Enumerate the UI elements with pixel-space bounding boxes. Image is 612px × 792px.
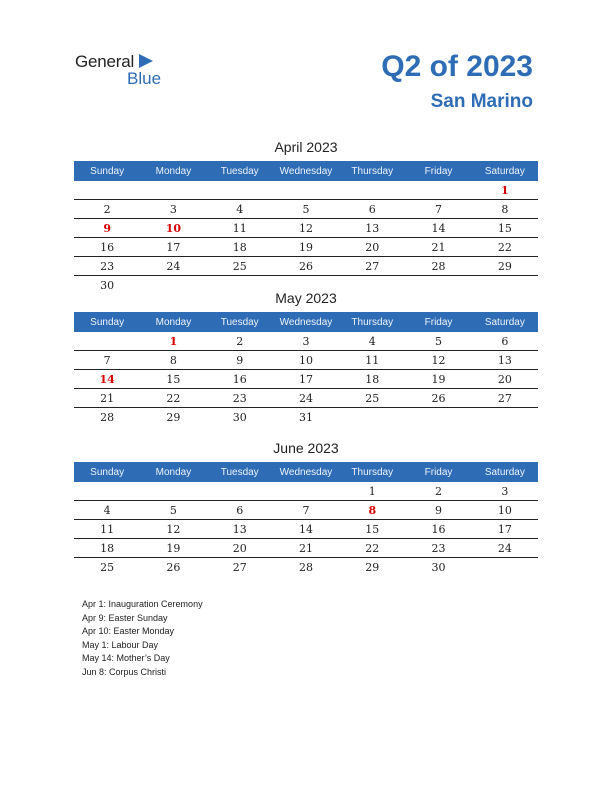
day-cell: 5 — [302, 202, 310, 216]
day-cell: 23 — [431, 541, 446, 555]
week-row — [74, 408, 538, 426]
day-cell: 18 — [100, 541, 115, 555]
day-cell: 9 — [435, 503, 443, 517]
day-cell: 23 — [100, 259, 115, 273]
day-cell: 28 — [431, 259, 446, 273]
logo-general-text: General — [75, 52, 135, 71]
week-row — [74, 482, 538, 501]
day-cell: 12 — [166, 522, 181, 536]
month-title: May 2023 — [275, 290, 337, 306]
day-cell: 16 — [232, 372, 247, 386]
day-cell: 22 — [497, 240, 512, 254]
month-june — [74, 438, 538, 576]
day-cell: 3 — [169, 202, 177, 216]
day-cell: 21 — [100, 391, 115, 405]
month-title: April 2023 — [274, 139, 338, 155]
weekday-label: Friday — [424, 316, 453, 328]
day-cell: 8 — [169, 353, 177, 367]
day-cell: 30 — [100, 278, 115, 292]
day-cell: 6 — [368, 202, 376, 216]
weekday-label: Tuesday — [220, 316, 259, 328]
weekday-label: Monday — [155, 466, 192, 478]
weekday-label: Wednesday — [279, 316, 333, 328]
day-cell: 24 — [497, 541, 512, 555]
weekday-label: Sunday — [90, 165, 125, 177]
day-cell: 11 — [232, 221, 247, 235]
weekday-label: Wednesday — [279, 466, 333, 478]
day-cell: 11 — [365, 353, 380, 367]
weekday-label: Friday — [424, 466, 453, 478]
day-cell: 4 — [368, 334, 376, 348]
day-cell: 10 — [298, 353, 313, 367]
day-cell: 22 — [166, 391, 181, 405]
day-cell: 20 — [497, 372, 512, 386]
day-cell: 1 — [501, 183, 509, 197]
month-weeks — [74, 181, 538, 294]
day-cell: 24 — [298, 391, 313, 405]
day-cell: 15 — [166, 372, 181, 386]
day-cell: 13 — [497, 353, 512, 367]
day-cell: 14 — [99, 372, 115, 386]
day-cell: 3 — [302, 334, 310, 348]
day-cell: 21 — [431, 240, 446, 254]
day-cell: 19 — [298, 240, 313, 254]
day-cell: 26 — [166, 560, 181, 574]
week-row — [74, 539, 538, 558]
day-cell: 17 — [497, 522, 512, 536]
month-title: June 2023 — [273, 440, 339, 456]
day-cell: 26 — [298, 259, 313, 273]
logo-flag-icon — [139, 54, 153, 68]
day-cell: 4 — [236, 202, 244, 216]
day-cell: 15 — [497, 221, 512, 235]
day-cell: 16 — [100, 240, 115, 254]
weekday-label: Thursday — [351, 316, 394, 328]
day-cell: 19 — [166, 541, 181, 555]
day-cell: 30 — [431, 560, 446, 574]
day-cell: 6 — [501, 334, 509, 348]
day-cell: 2 — [236, 334, 244, 348]
day-cell: 27 — [365, 259, 380, 273]
week-row — [74, 332, 538, 351]
day-cell: 31 — [298, 410, 313, 424]
weekday-label: Monday — [155, 165, 192, 177]
day-cell: 30 — [232, 410, 247, 424]
day-cell: 12 — [431, 353, 446, 367]
weekday-label: Saturday — [484, 165, 525, 177]
day-cell: 9 — [103, 221, 111, 235]
day-cell: 18 — [365, 372, 380, 386]
weekday-label: Friday — [424, 165, 453, 177]
logo-blue-text: Blue — [127, 69, 162, 88]
week-row — [74, 181, 538, 200]
week-row — [74, 219, 538, 238]
day-cell: 4 — [103, 503, 111, 517]
weekday-label: Monday — [155, 316, 192, 328]
day-cell: 6 — [236, 503, 244, 517]
day-cell: 11 — [100, 522, 115, 536]
day-cell: 7 — [103, 353, 111, 367]
page-title: Q2 of 2023 — [381, 50, 533, 83]
weekday-label: Sunday — [90, 466, 125, 478]
day-cell: 2 — [103, 202, 111, 216]
day-cell: 28 — [100, 410, 115, 424]
country-name: San Marino — [430, 91, 533, 112]
week-row — [74, 351, 538, 370]
brand-logo — [75, 52, 175, 92]
day-cell: 18 — [232, 240, 247, 254]
day-cell: 22 — [365, 541, 380, 555]
day-cell: 9 — [236, 353, 244, 367]
day-cell: 13 — [232, 522, 247, 536]
day-cell: 21 — [298, 541, 313, 555]
month-weeks — [74, 482, 538, 576]
day-cell: 25 — [365, 391, 380, 405]
day-cell: 20 — [365, 240, 380, 254]
weekday-header — [74, 161, 538, 181]
day-cell: 3 — [501, 484, 509, 498]
day-cell: 1 — [368, 484, 376, 498]
day-cell: 20 — [232, 541, 247, 555]
day-cell: 27 — [497, 391, 512, 405]
day-cell: 8 — [501, 202, 509, 216]
weekday-label: Wednesday — [279, 165, 333, 177]
day-cell: 28 — [298, 560, 313, 574]
weekday-header — [74, 312, 538, 332]
week-row — [74, 370, 538, 389]
holiday-note: May 14: Mother’s Day — [82, 653, 170, 663]
day-cell: 24 — [166, 259, 181, 273]
month-april — [74, 137, 538, 294]
weekday-label: Thursday — [351, 466, 394, 478]
day-cell: 17 — [166, 240, 181, 254]
day-cell: 29 — [166, 410, 181, 424]
day-cell: 8 — [368, 503, 377, 517]
day-cell: 17 — [298, 372, 313, 386]
week-row — [74, 200, 538, 219]
week-row — [74, 389, 538, 408]
day-cell: 15 — [365, 522, 380, 536]
day-cell: 12 — [298, 221, 313, 235]
holiday-note: Apr 10: Easter Monday — [82, 626, 175, 636]
holiday-notes — [82, 598, 203, 679]
week-row — [74, 257, 538, 276]
day-cell: 14 — [431, 221, 446, 235]
holiday-note: Apr 9: Easter Sunday — [82, 612, 168, 623]
holiday-note: May 1: Labour Day — [82, 639, 159, 650]
day-cell: 2 — [435, 484, 443, 498]
day-cell: 16 — [431, 522, 446, 536]
holiday-note: Jun 8: Corpus Christi — [82, 666, 167, 677]
day-cell: 13 — [365, 221, 380, 235]
weekday-label: Thursday — [351, 165, 394, 177]
weekday-header — [74, 462, 538, 482]
day-cell: 7 — [435, 202, 443, 216]
day-cell: 7 — [302, 503, 310, 517]
day-cell: 19 — [431, 372, 446, 386]
day-cell: 25 — [100, 560, 115, 574]
weekday-label: Sunday — [90, 316, 125, 328]
week-row — [74, 520, 538, 539]
day-cell: 23 — [232, 391, 247, 405]
week-row — [74, 558, 538, 576]
week-row — [74, 501, 538, 520]
day-cell: 5 — [435, 334, 443, 348]
day-cell: 5 — [169, 503, 177, 517]
day-cell: 10 — [497, 503, 512, 517]
day-cell: 25 — [232, 259, 247, 273]
weekday-label: Saturday — [484, 316, 525, 328]
weekday-label: Tuesday — [220, 466, 259, 478]
week-row — [74, 238, 538, 257]
weekday-label: Saturday — [484, 466, 525, 478]
day-cell: 27 — [232, 560, 247, 574]
day-cell: 29 — [497, 259, 512, 273]
holiday-note: Apr 1: Inauguration Ceremony — [82, 599, 203, 609]
day-cell: 14 — [298, 522, 313, 536]
month-weeks — [74, 332, 538, 426]
day-cell: 10 — [165, 221, 182, 235]
weekday-label: Tuesday — [220, 165, 259, 177]
day-cell: 29 — [365, 560, 380, 574]
day-cell: 1 — [169, 334, 178, 348]
month-may — [74, 288, 538, 426]
day-cell: 26 — [431, 391, 446, 405]
